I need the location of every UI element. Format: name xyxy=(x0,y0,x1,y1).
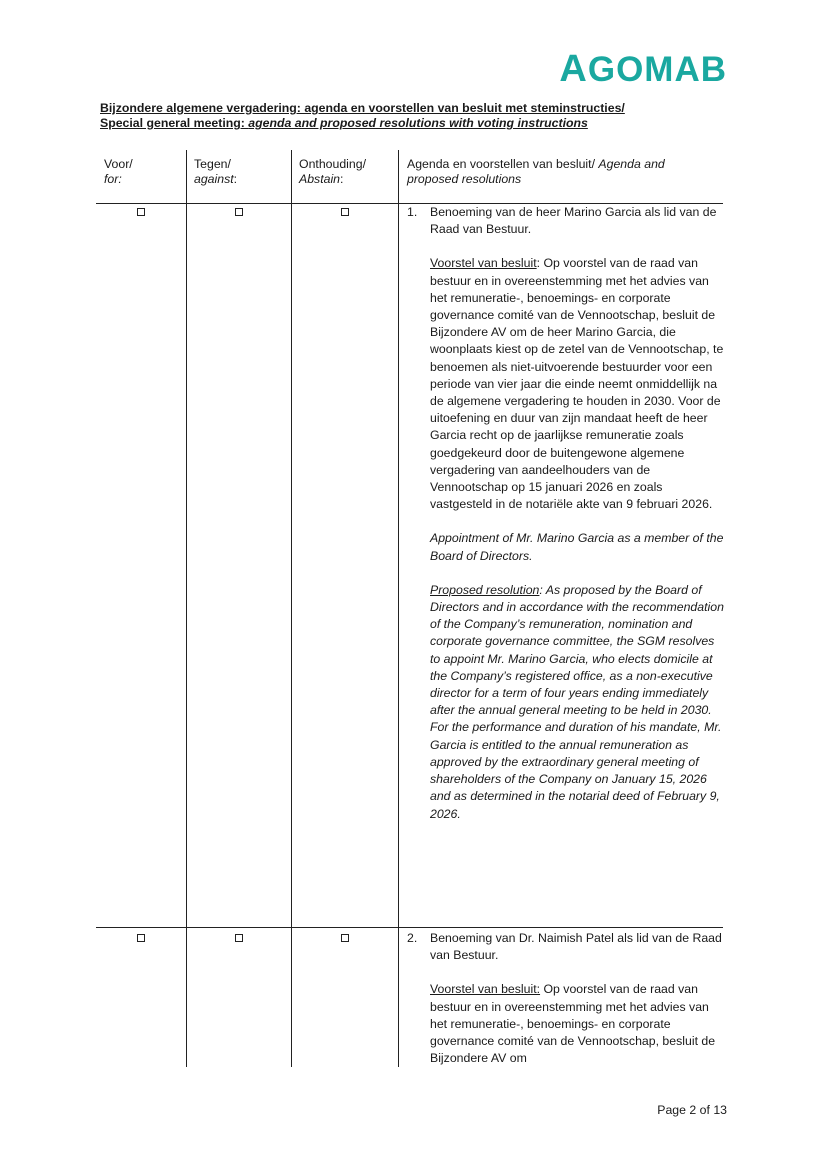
vote-for-checkbox-1[interactable] xyxy=(137,208,145,216)
column-header-agenda: Agenda en voorstellen van besluit/ Agenda and proposed resolutions xyxy=(407,157,665,186)
item-resolution-dutch: Voorstel van besluit: Op voorstel van de raad van bestuur en in overeenstemming met het advies van het remuneratie-, benoemings- en corporate governance comité van de Vennootschap, besluit de Bijzondere AV om xyxy=(430,982,716,1066)
item-number: 2. xyxy=(407,931,418,945)
vote-against-checkbox-1[interactable] xyxy=(235,208,243,216)
item-title-dutch: Benoeming van de heer Marino Garcia als lid van de Raad van Bestuur. xyxy=(430,205,717,237)
table-divider xyxy=(398,150,399,1067)
item-resolution-english: Proposed resolution: As proposed by the Board of Directors and in accordance with the recommendation of the Company’s remuneration, nomination and corporate governance committee, the SGM resolves to appoint Mr. Marino Garcia, who elects domicile at the Company’s registered office, as a non-executive director for a term of four years ending immediately after the annual general meeting to be held in 2030. For the performance and duration of his mandate, Mr. Garcia is entitled to the annual remuneration as approved by the extraordinary general meeting of shareholders of the Company on January 15, 2026 and as determined in the notarial deed of February 9, 2026. xyxy=(430,582,724,821)
item-title-english: Appointment of Mr. Marino Garcia as a member of the Board of Directors. xyxy=(430,531,724,563)
agomab-logo: AGOMAB xyxy=(559,48,727,90)
heading-english: Special general meeting: agenda and proposed resolutions with voting instructions xyxy=(100,116,588,130)
table-divider xyxy=(186,150,187,1067)
vote-for-checkbox-2[interactable] xyxy=(137,934,145,942)
item-number: 1. xyxy=(407,205,418,219)
vote-abstain-checkbox-1[interactable] xyxy=(341,208,349,216)
vote-against-checkbox-2[interactable] xyxy=(235,934,243,942)
column-header-abstain: Onthouding/ Abstain: xyxy=(299,157,367,186)
page-number: Page 2 of 13 xyxy=(657,1103,727,1117)
item-title-dutch: Benoeming van Dr. Naimish Patel als lid van de Raad van Bestuur. xyxy=(430,931,722,963)
agenda-item-2 xyxy=(407,930,727,1084)
page-heading xyxy=(100,101,740,131)
heading-dutch: Bijzondere algemene vergadering: agenda en voorstellen van besluit met steminstructies/ xyxy=(100,101,625,115)
table-row-separator xyxy=(96,927,723,928)
agenda-item-1 xyxy=(407,204,727,840)
vote-abstain-checkbox-2[interactable] xyxy=(341,934,349,942)
column-header-for: Voor/ for: xyxy=(104,157,133,186)
column-header-against: Tegen/ against: xyxy=(194,157,238,186)
item-resolution-dutch: Voorstel van besluit: Op voorstel van de raad van bestuur en in overeenstemming met het advies van het remuneratie-, benoemings- en corporate governance comité van de Vennootschap, besluit de Bijzondere AV om de heer Marino Garcia, die woonplaats kiest op de zetel van de Vennootschap, te benoemen als niet-uitvoerende bestuurder voor een periode van vier jaar die einde neemt onmiddellijk na de algemene vergadering te houden in 2030. Voor de uitoefening en duur van zijn mandaat heeft de heer Garcia recht op de jaarlijkse remuneratie zoals goedgekeurd door de buitengewone algemene vergadering van aandeelhouders van de Vennootschap op 15 januari 2026 en zoals vastgesteld in de notariële akte van 9 februari 2026. xyxy=(430,256,724,512)
table-divider xyxy=(291,150,292,1067)
